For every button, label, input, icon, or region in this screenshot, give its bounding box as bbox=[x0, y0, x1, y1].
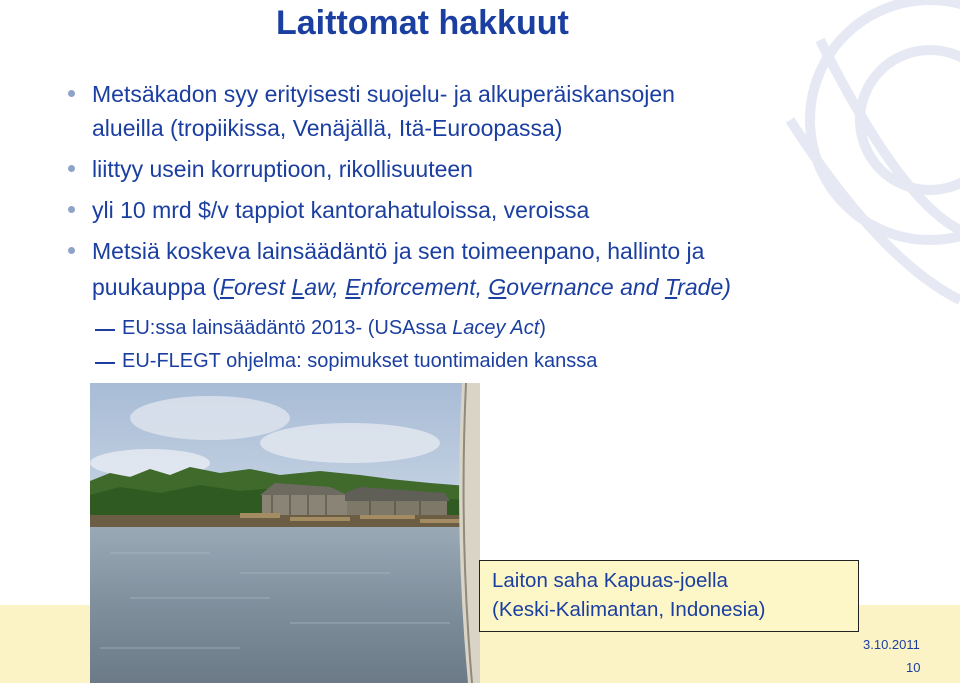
bullet-3: yli 10 mrd $/v tappiot kantorahatuloissa, veroissa bbox=[92, 197, 590, 223]
footer-date: 3.10.2011 bbox=[863, 637, 920, 652]
flegt-letter-l: L bbox=[291, 274, 305, 300]
subbullet-1-close: ) bbox=[539, 317, 546, 339]
flegt-word-governance: overnance and bbox=[506, 274, 665, 300]
bullet-4-line-2 bbox=[92, 273, 731, 301]
flegt-letter-f: F bbox=[219, 274, 234, 300]
bullet-1-line-1: Metsäkadon syy erityisesti suojelu- ja alkuperäiskansojen bbox=[92, 81, 675, 107]
flegt-word-enforcement: nforcement, bbox=[360, 274, 489, 300]
slide-title: Laittomat hakkuut bbox=[276, 4, 569, 42]
slide-number: 10 bbox=[906, 660, 921, 675]
flegt-word-forest: orest bbox=[233, 274, 292, 300]
subbullet-2: EU-FLEGT ohjelma: sopimukset tuontimaiden kanssa bbox=[122, 350, 598, 372]
subbullet-dash bbox=[95, 329, 115, 331]
subbullet-1-italic: Lacey Act bbox=[452, 317, 540, 339]
caption-line-1: Laiton saha Kapuas-joella bbox=[492, 569, 728, 592]
caption-line-2: (Keski-Kalimantan, Indonesia) bbox=[492, 598, 766, 621]
subbullet-1 bbox=[122, 314, 546, 342]
bullet-dot bbox=[68, 90, 75, 97]
bullet-dot bbox=[68, 247, 75, 254]
flegt-letter-t: T bbox=[664, 274, 678, 300]
subbullet-1-text: EU:ssa lainsäädäntö 2013- (USAssa bbox=[122, 317, 453, 339]
photo-caption bbox=[479, 560, 859, 632]
subbullet-dash bbox=[95, 362, 115, 364]
sawmill-photo bbox=[90, 383, 480, 683]
bullet-4-line-1: Metsiä koskeva lainsäädäntö ja sen toimeenpano, hallinto ja bbox=[92, 238, 705, 264]
bullet-2: liittyy usein korruptioon, rikollisuuteen bbox=[92, 156, 473, 182]
bullet-1-line-2: alueilla (tropiikissa, Venäjällä, Itä-Euroopassa) bbox=[92, 115, 563, 141]
flegt-letter-e: E bbox=[345, 274, 361, 300]
flegt-word-law: aw, bbox=[304, 274, 346, 300]
bullet-dot bbox=[68, 206, 75, 213]
bullet-dot bbox=[68, 165, 75, 172]
flegt-word-trade: rade) bbox=[677, 274, 731, 300]
flegt-letter-g: G bbox=[488, 274, 507, 300]
bullet-4-line-2-prefix: puukauppa ( bbox=[92, 274, 220, 300]
